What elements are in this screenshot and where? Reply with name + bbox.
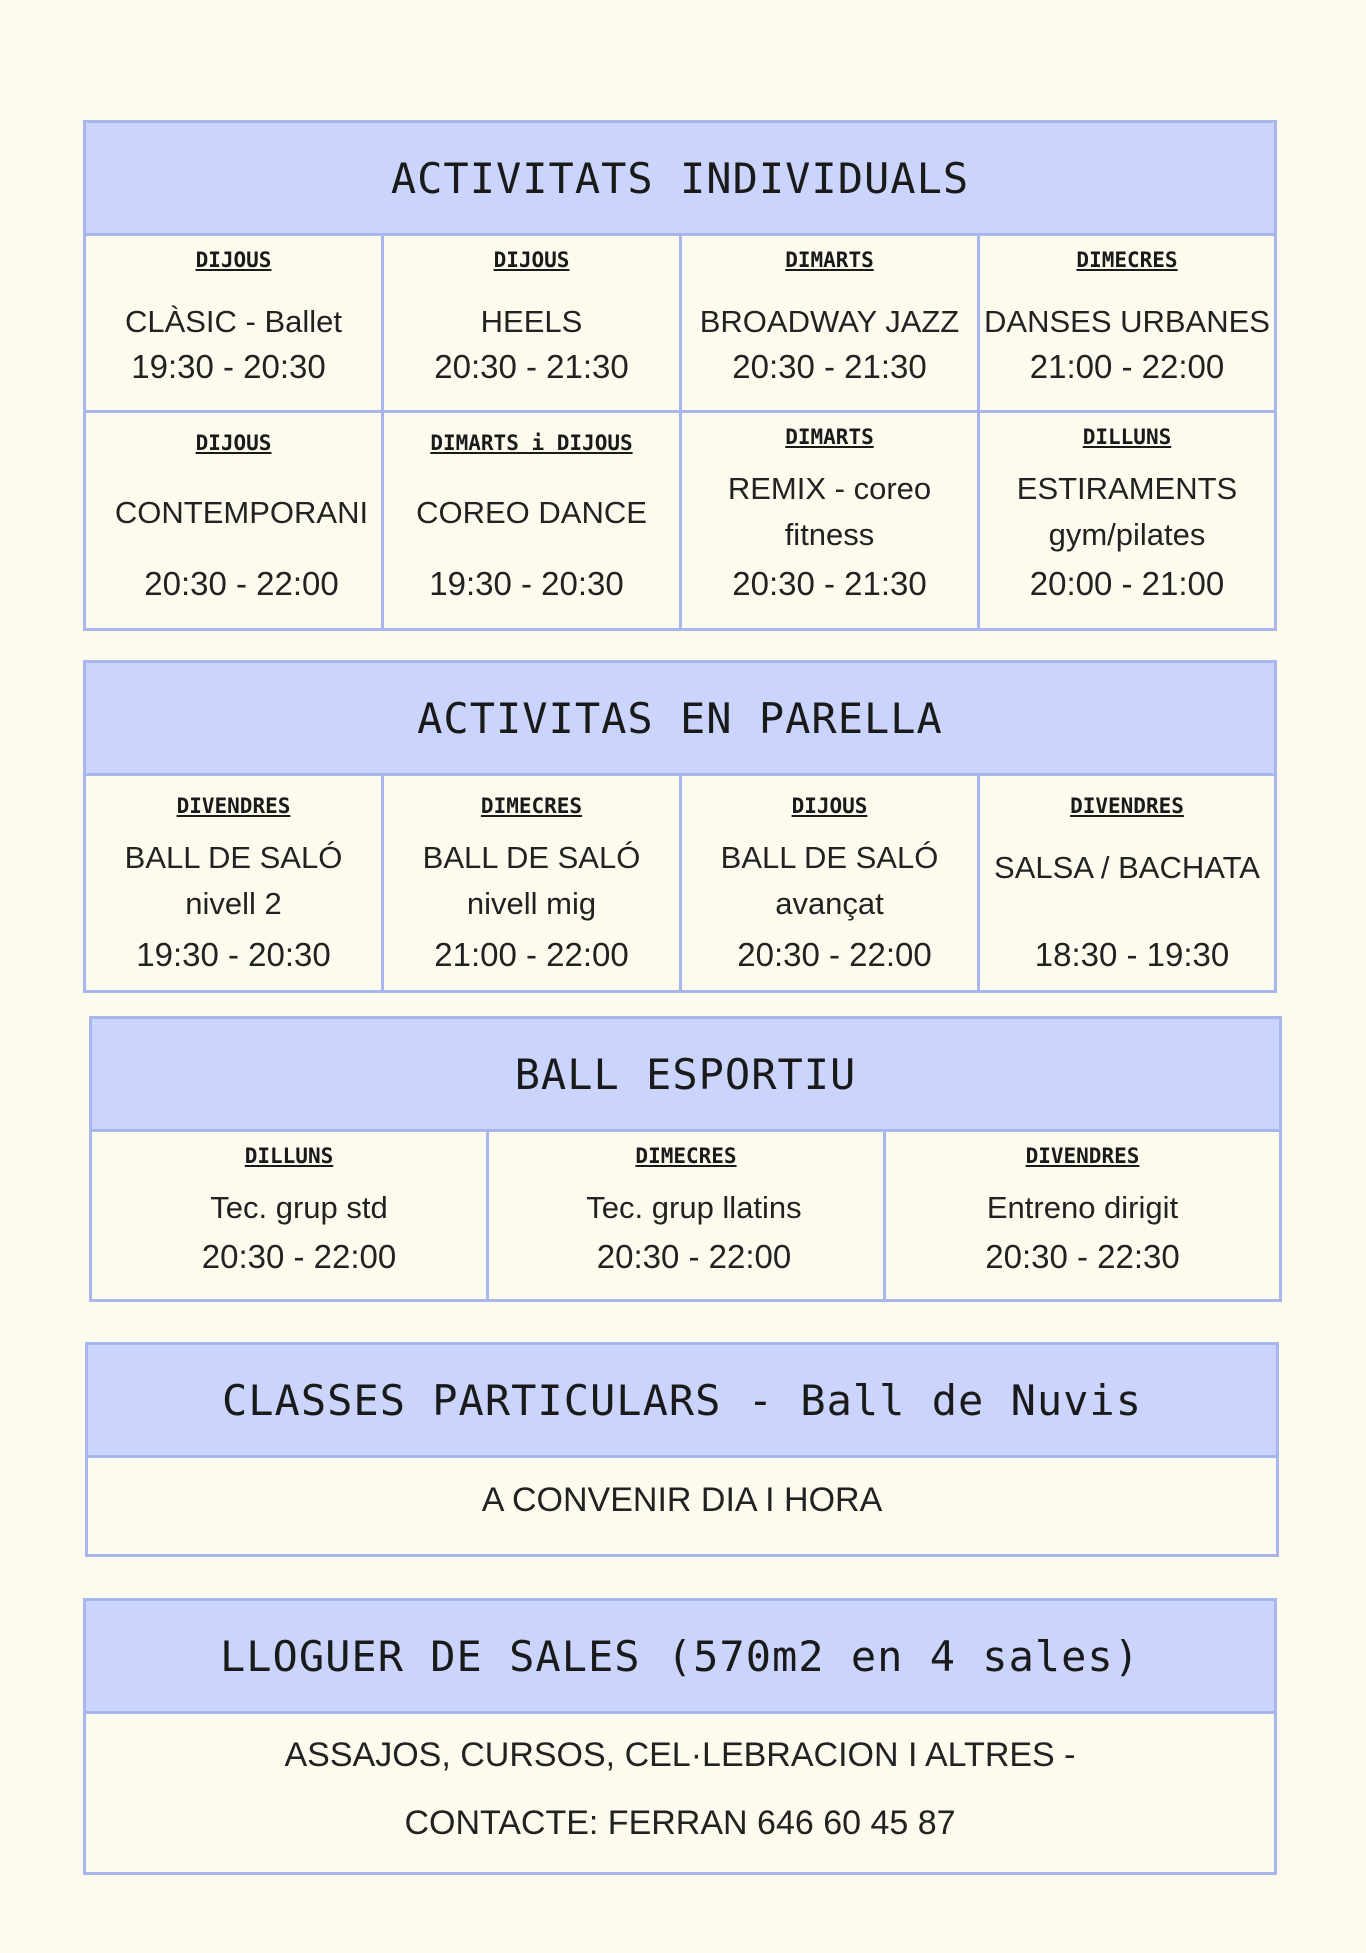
class-time: 20:30 - 21:30 (732, 348, 927, 385)
class-cell-guided-training (886, 1132, 1279, 1299)
class-day: DIMECRES (1076, 248, 1178, 272)
class-time: 20:30 - 22:00 (144, 565, 339, 602)
class-cell-classic (86, 236, 384, 413)
class-time: 20:30 - 22:00 (737, 936, 932, 973)
class-day: DILLUNS (244, 1144, 334, 1168)
class-time: 20:30 - 21:30 (732, 565, 927, 602)
class-name-line2: nivell 2 (185, 886, 282, 921)
class-day: DIMARTS i DIJOUS (430, 431, 633, 455)
class-name: REMIX - coreo (727, 471, 932, 506)
sport-dance-section (89, 1016, 1282, 1302)
class-name: BALL DE SALÓ (124, 840, 343, 875)
class-time: 18:30 - 19:30 (1034, 936, 1230, 973)
class-cell-coreo-dance (384, 413, 682, 628)
class-day: DILLUNS (1082, 425, 1172, 449)
class-name-line2: gym/pilates (1048, 517, 1206, 552)
couple-activities-title: ACTIVITAS EN PARELLA (86, 663, 1274, 776)
class-day: DIVENDRES (1070, 794, 1184, 818)
class-name: CLÀSIC - Ballet (124, 304, 343, 339)
class-time: 19:30 - 20:30 (131, 348, 326, 385)
couple-activities-section (83, 660, 1277, 993)
class-day: DIMECRES (480, 794, 583, 818)
class-name: BALL DE SALÓ (720, 840, 939, 875)
class-cell-heels (384, 236, 682, 413)
class-name: ESTIRAMENTS (1016, 471, 1238, 506)
class-day: DIJOUS (195, 248, 272, 272)
class-time: 20:30 - 21:30 (434, 348, 629, 385)
class-cell-latin-technique (489, 1132, 886, 1299)
class-cell-broadway-jazz (682, 236, 980, 413)
class-name: SALSA / BACHATA (994, 850, 1260, 885)
class-day: DIJOUS (493, 248, 570, 272)
class-name: Tec. grup std (210, 1190, 388, 1225)
private-classes-section (85, 1342, 1279, 1557)
class-time: 19:30 - 20:30 (136, 936, 331, 973)
sport-dance-title: BALL ESPORTIU (92, 1019, 1279, 1132)
class-cell-salsa-bachata (980, 776, 1274, 990)
private-classes-text: A CONVENIR DIA I HORA (481, 1481, 883, 1519)
class-time: 20:00 - 21:00 (1029, 565, 1225, 602)
room-rental-section (83, 1598, 1277, 1875)
individual-activities-title: ACTIVITATS INDIVIDUALS (86, 123, 1274, 236)
class-time: 20:30 - 22:00 (596, 1238, 792, 1275)
private-classes-title: CLASSES PARTICULARS - Ball de Nuvis (88, 1345, 1276, 1458)
class-time: 21:00 - 22:00 (1029, 348, 1225, 385)
class-cell-remix (682, 413, 980, 628)
class-name-line2: avançat (775, 886, 884, 921)
class-cell-ballroom-level2 (86, 776, 384, 990)
class-day: DIMARTS (785, 248, 874, 272)
room-rental-title: LLOGUER DE SALES (570m2 en 4 sales) (86, 1601, 1274, 1714)
class-day: DIMARTS (785, 425, 874, 449)
class-cell-std-technique (92, 1132, 489, 1299)
class-name: Tec. grup llatins (586, 1190, 802, 1225)
class-cell-ballroom-advanced (682, 776, 980, 990)
class-name: COREO DANCE (416, 495, 647, 530)
class-name: BROADWAY JAZZ (699, 304, 960, 339)
class-cell-stretching (980, 413, 1274, 628)
class-cell-ballroom-mid (384, 776, 682, 990)
room-rental-contact: CONTACTE: FERRAN 646 60 45 87 (404, 1804, 956, 1842)
class-cell-urban-dance (980, 236, 1274, 413)
individual-activities-section (83, 120, 1277, 631)
room-rental-services: ASSAJOS, CURSOS, CEL·LEBRACION I ALTRES - (284, 1736, 1076, 1774)
class-name: Entreno dirigit (986, 1190, 1179, 1225)
class-name: HEELS (480, 304, 583, 339)
class-time: 19:30 - 20:30 (429, 565, 624, 602)
class-name-line2: fitness (784, 517, 875, 552)
class-day: DIMECRES (635, 1144, 737, 1168)
class-name-line2: nivell mig (466, 886, 597, 921)
class-day: DIVENDRES (176, 794, 291, 818)
class-day: DIJOUS (195, 431, 272, 455)
class-time: 20:30 - 22:30 (985, 1238, 1180, 1275)
class-name: BALL DE SALÓ (422, 840, 641, 875)
class-time: 20:30 - 22:00 (201, 1238, 397, 1275)
class-name: DANSES URBANES (984, 304, 1270, 339)
class-day: DIVENDRES (1025, 1144, 1140, 1168)
class-day: DIJOUS (791, 794, 868, 818)
class-time: 21:00 - 22:00 (434, 936, 629, 973)
class-cell-contemporary (86, 413, 384, 628)
class-name: CONTEMPORANI (114, 495, 369, 530)
